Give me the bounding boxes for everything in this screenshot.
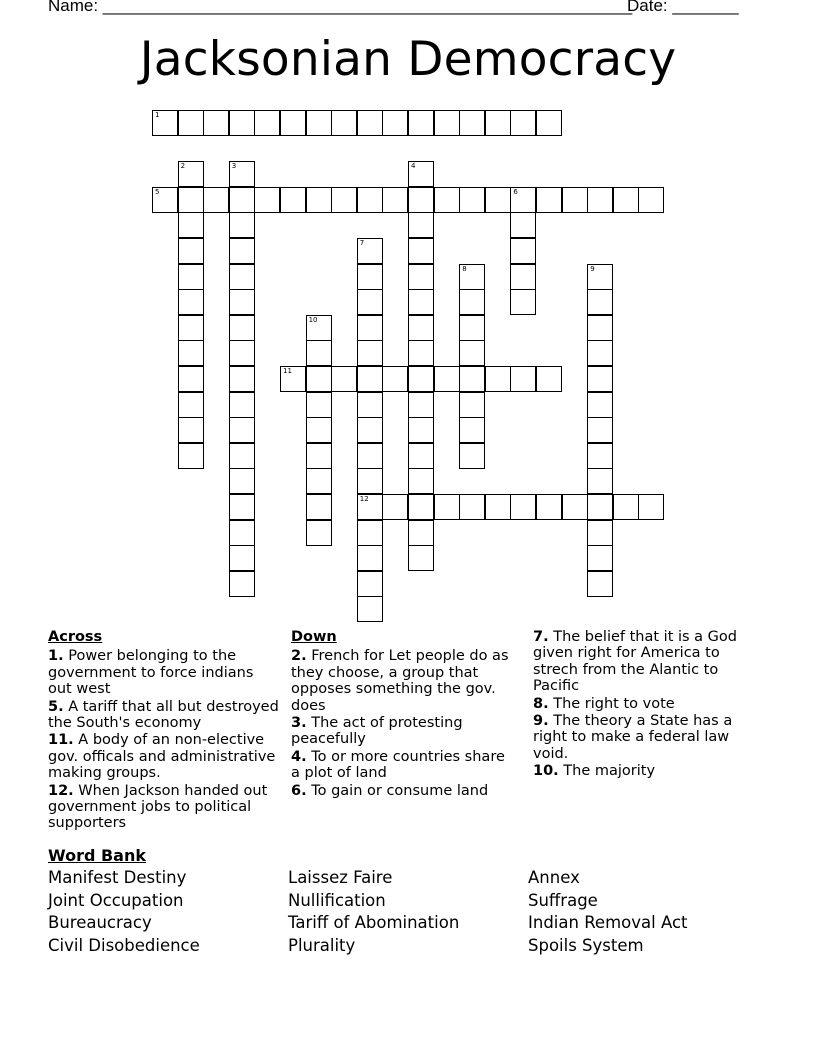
crossword-cell[interactable] — [536, 110, 562, 136]
crossword-cell[interactable] — [229, 110, 255, 136]
word-bank-heading: Word Bank — [48, 846, 147, 865]
crossword-cell[interactable] — [459, 289, 485, 315]
crossword-cell[interactable] — [357, 520, 383, 546]
crossword-cell[interactable] — [306, 366, 332, 392]
crossword-cell[interactable] — [485, 494, 511, 520]
crossword-cell[interactable] — [306, 417, 332, 443]
crossword-cell[interactable] — [510, 110, 536, 136]
word-bank-term: Joint Occupation — [48, 890, 184, 910]
crossword-cell[interactable] — [357, 289, 383, 315]
crossword-cell[interactable] — [408, 110, 434, 136]
clue-text: The theory a State has a right to make a federal law void. — [533, 713, 733, 762]
crossword-cell[interactable] — [408, 340, 434, 366]
crossword-cell[interactable] — [382, 366, 408, 392]
crossword-cell[interactable] — [357, 238, 383, 264]
crossword-cell[interactable] — [229, 340, 255, 366]
crossword-cell[interactable] — [280, 366, 306, 392]
crossword-cell[interactable] — [536, 494, 562, 520]
crossword-cell[interactable] — [229, 212, 255, 238]
crossword-cell[interactable] — [562, 187, 588, 213]
clue-number: 7. — [533, 629, 549, 645]
across-heading: Across — [48, 629, 103, 645]
crossword-cell[interactable] — [280, 187, 306, 213]
crossword-cell[interactable] — [357, 596, 383, 622]
crossword-cell[interactable] — [306, 187, 332, 213]
crossword-cell[interactable] — [331, 110, 357, 136]
word-bank-term: Annex — [528, 868, 580, 887]
crossword-cell[interactable] — [510, 212, 536, 238]
crossword-cell[interactable] — [229, 289, 255, 315]
crossword-cell[interactable] — [306, 315, 332, 341]
crossword-cell[interactable] — [357, 187, 383, 213]
crossword-cell[interactable] — [229, 494, 255, 520]
crossword-cell[interactable] — [485, 366, 511, 392]
name-date-line — [48, 0, 748, 18]
crossword-cell[interactable] — [357, 494, 383, 520]
clue-item — [533, 696, 755, 712]
crossword-cell[interactable] — [357, 315, 383, 341]
crossword-cell[interactable] — [510, 289, 536, 315]
clue-text: To or more countries share a plot of land — [291, 748, 505, 782]
clue-number: 10. — [533, 763, 559, 780]
crossword-cell[interactable] — [587, 494, 613, 520]
clue-number: 3 — [231, 162, 237, 171]
word-bank-term: Plurality — [288, 935, 356, 955]
crossword-cell[interactable] — [178, 417, 204, 443]
crossword-cell[interactable] — [178, 264, 204, 290]
clue-item — [291, 749, 516, 782]
clue-number: 6. — [291, 782, 307, 799]
crossword-cell[interactable] — [459, 315, 485, 341]
crossword-cell[interactable] — [510, 264, 536, 290]
clues-across — [48, 629, 280, 833]
crossword-cell[interactable] — [152, 187, 178, 213]
crossword-cell[interactable] — [229, 392, 255, 418]
clue-item — [48, 699, 280, 732]
crossword-cell[interactable] — [587, 443, 613, 469]
crossword-cell[interactable] — [459, 443, 485, 469]
crossword-cell[interactable] — [178, 340, 204, 366]
crossword-cell[interactable] — [408, 187, 434, 213]
crossword-cell[interactable] — [178, 315, 204, 341]
crossword-cell[interactable] — [434, 110, 460, 136]
crossword-cell[interactable] — [613, 187, 639, 213]
word-bank-term: Nullification — [288, 890, 386, 910]
crossword-cell[interactable] — [485, 187, 511, 213]
crossword-cell[interactable] — [536, 187, 562, 213]
crossword-cell[interactable] — [510, 494, 536, 520]
crossword-cell[interactable] — [178, 187, 204, 213]
crossword-cell[interactable] — [408, 289, 434, 315]
clue-item — [48, 732, 280, 781]
name-field[interactable]: Name: ________________________________________________________ — [48, 0, 633, 15]
crossword-cell[interactable] — [459, 417, 485, 443]
crossword-cell[interactable] — [229, 161, 255, 187]
crossword-cell[interactable] — [229, 315, 255, 341]
crossword-cell[interactable] — [408, 238, 434, 264]
crossword-cell[interactable] — [229, 238, 255, 264]
clue-text: The majority — [558, 763, 656, 780]
clue-text: A tariff that all but destroyed the South's economy — [48, 698, 279, 732]
crossword-cell[interactable] — [382, 110, 408, 136]
clue-number: 8 — [462, 264, 467, 273]
crossword-cell[interactable] — [459, 110, 485, 136]
crossword-cell[interactable] — [587, 289, 613, 315]
crossword-cell[interactable] — [229, 545, 255, 571]
crossword-cell[interactable] — [229, 468, 255, 494]
crossword-cell[interactable] — [203, 110, 229, 136]
crossword-cell[interactable] — [459, 494, 485, 520]
crossword-cell[interactable] — [203, 187, 229, 213]
crossword-cell[interactable] — [613, 494, 639, 520]
crossword-cell[interactable] — [408, 417, 434, 443]
crossword-cell[interactable] — [485, 110, 511, 136]
clue-number: 6 — [513, 187, 518, 196]
crossword-cell[interactable] — [587, 340, 613, 366]
crossword-cell[interactable] — [638, 187, 664, 213]
crossword-cell[interactable] — [434, 366, 460, 392]
crossword-cell[interactable] — [229, 571, 255, 597]
crossword-cell[interactable] — [459, 366, 485, 392]
crossword-cell[interactable] — [408, 468, 434, 494]
clue-number: 12 — [359, 495, 369, 503]
crossword-cell[interactable] — [331, 187, 357, 213]
crossword-cell[interactable] — [587, 366, 613, 392]
clue-item — [48, 648, 280, 697]
crossword-cell[interactable] — [331, 366, 357, 392]
clues-down — [291, 629, 516, 800]
word-bank-term: Tariff of Abomination — [288, 913, 460, 933]
crossword-cell[interactable] — [587, 315, 613, 341]
crossword-cell[interactable] — [408, 392, 434, 418]
crossword-cell[interactable] — [459, 187, 485, 213]
crossword-cell[interactable] — [178, 366, 204, 392]
crossword-cell[interactable] — [434, 494, 460, 520]
crossword-cell[interactable] — [408, 264, 434, 290]
crossword-cell[interactable] — [178, 238, 204, 264]
clue-number: 3. — [291, 715, 307, 732]
clue-item — [291, 783, 516, 799]
clue-number: 9 — [590, 264, 595, 273]
clue-number: 11 — [283, 367, 292, 375]
word-bank-column — [288, 867, 459, 957]
crossword-cell[interactable] — [280, 110, 306, 136]
crossword-cell[interactable] — [587, 264, 613, 290]
word-bank-term: Suffrage — [528, 890, 598, 910]
word-bank-term: Manifest Destiny — [48, 868, 187, 887]
clue-number: 4. — [291, 748, 307, 765]
clues-down-continued — [533, 629, 755, 781]
crossword-cell[interactable] — [408, 366, 434, 392]
crossword-cell[interactable] — [254, 110, 280, 136]
crossword-cell[interactable] — [178, 289, 204, 315]
crossword-cell[interactable] — [587, 520, 613, 546]
crossword-cell[interactable] — [434, 187, 460, 213]
crossword-cell[interactable] — [562, 494, 588, 520]
crossword-cell[interactable] — [306, 494, 332, 520]
crossword-cell[interactable] — [306, 468, 332, 494]
crossword-cell[interactable] — [408, 315, 434, 341]
crossword-cell[interactable] — [178, 161, 204, 187]
clue-item — [291, 715, 516, 748]
clue-number: 9. — [533, 713, 549, 730]
clue-item — [533, 713, 755, 762]
clue-text: French for Let people do as they choose, a group that opposes something the gov. does — [291, 648, 509, 714]
crossword-cell[interactable] — [178, 443, 204, 469]
crossword-cell[interactable] — [587, 468, 613, 494]
clue-item — [48, 783, 280, 832]
word-bank-term: Civil Disobedience — [48, 935, 200, 955]
crossword-cell[interactable] — [178, 392, 204, 418]
crossword-cell[interactable] — [357, 264, 383, 290]
page-title: Jacksonian Democracy — [139, 32, 677, 87]
word-bank-term: Spoils System — [528, 935, 644, 955]
crossword-cell[interactable] — [229, 187, 255, 213]
word-bank-term: Bureaucracy — [48, 913, 152, 933]
clue-number: 12. — [48, 782, 74, 799]
crossword-cell[interactable] — [357, 571, 383, 597]
crossword-cell[interactable] — [638, 494, 664, 520]
clue-number: 1 — [155, 111, 160, 119]
crossword-cell[interactable] — [382, 494, 408, 520]
crossword-cell[interactable] — [357, 340, 383, 366]
clue-number: 10 — [308, 315, 318, 324]
clue-text: The act of protesting peacefully — [291, 715, 463, 748]
crossword-cell[interactable] — [536, 366, 562, 392]
word-bank-column — [528, 867, 687, 957]
clue-number: 4 — [411, 162, 416, 171]
clue-number: 11. — [48, 732, 74, 749]
crossword-cell[interactable] — [306, 520, 332, 546]
crossword-cell[interactable] — [510, 187, 536, 213]
clue-item — [533, 629, 755, 695]
crossword-cell[interactable] — [510, 366, 536, 392]
word-bank-term: Indian Removal Act — [528, 913, 688, 933]
clue-item — [291, 648, 516, 714]
clue-text: To gain or consume land — [306, 782, 489, 799]
clue-number: 5 — [155, 187, 160, 196]
crossword-cell[interactable] — [459, 340, 485, 366]
crossword-cell[interactable] — [357, 392, 383, 418]
crossword-cell[interactable] — [587, 545, 613, 571]
clue-text: Power belonging to the government to force indians out west — [48, 648, 254, 698]
crossword-cell[interactable] — [408, 212, 434, 238]
crossword-cell[interactable] — [357, 443, 383, 469]
crossword-cell[interactable] — [178, 110, 204, 136]
down-heading: Down — [291, 629, 337, 645]
crossword-cell[interactable] — [357, 366, 383, 392]
crossword-cell[interactable] — [357, 545, 383, 571]
word-bank-term: Laissez Faire — [288, 868, 393, 887]
crossword-cell[interactable] — [587, 187, 613, 213]
clue-item — [533, 763, 755, 779]
crossword-cell[interactable] — [408, 494, 434, 520]
clue-number: 5. — [48, 698, 64, 715]
crossword-cell[interactable] — [306, 340, 332, 366]
crossword-cell[interactable] — [178, 212, 204, 238]
crossword-cell[interactable] — [306, 392, 332, 418]
crossword-cell[interactable] — [357, 417, 383, 443]
crossword-cell[interactable] — [587, 571, 613, 597]
clue-text: When Jackson handed out government jobs to political supporters — [48, 782, 268, 832]
crossword-cell[interactable] — [306, 443, 332, 469]
crossword-cell[interactable] — [357, 468, 383, 494]
crossword-cell[interactable] — [408, 443, 434, 469]
crossword-cell[interactable] — [229, 443, 255, 469]
crossword-cell[interactable] — [459, 392, 485, 418]
crossword-cell[interactable] — [229, 520, 255, 546]
crossword-cell[interactable] — [357, 110, 383, 136]
crossword-cell[interactable] — [306, 110, 332, 136]
crossword-cell[interactable] — [408, 161, 434, 187]
crossword-cell[interactable] — [229, 264, 255, 290]
clue-number: 8. — [533, 695, 549, 712]
crossword-cell[interactable] — [459, 264, 485, 290]
date-field[interactable]: Date: _______ — [627, 0, 739, 15]
crossword-cell[interactable] — [408, 520, 434, 546]
clue-number: 2 — [180, 162, 186, 171]
crossword-cell[interactable] — [152, 110, 178, 136]
crossword-cell[interactable] — [229, 366, 255, 392]
clue-number: 7 — [359, 239, 365, 247]
clue-text: The belief that it is a God given right for America to strech from the Alantic to Pacific — [533, 629, 737, 695]
crossword-cell[interactable] — [229, 417, 255, 443]
crossword-cell[interactable] — [587, 392, 613, 418]
clue-text: The right to vote — [548, 695, 675, 712]
crossword-cell[interactable] — [408, 545, 434, 571]
clue-number: 2. — [291, 648, 307, 665]
clue-number: 1. — [48, 648, 64, 665]
clue-text: A body of an non-elective gov. officals and administrative making groups. — [48, 732, 276, 782]
word-bank-column — [48, 867, 200, 957]
crossword-cell[interactable] — [587, 417, 613, 443]
crossword-cell[interactable] — [382, 187, 408, 213]
crossword-cell[interactable] — [254, 187, 280, 213]
crossword-cell[interactable] — [510, 238, 536, 264]
